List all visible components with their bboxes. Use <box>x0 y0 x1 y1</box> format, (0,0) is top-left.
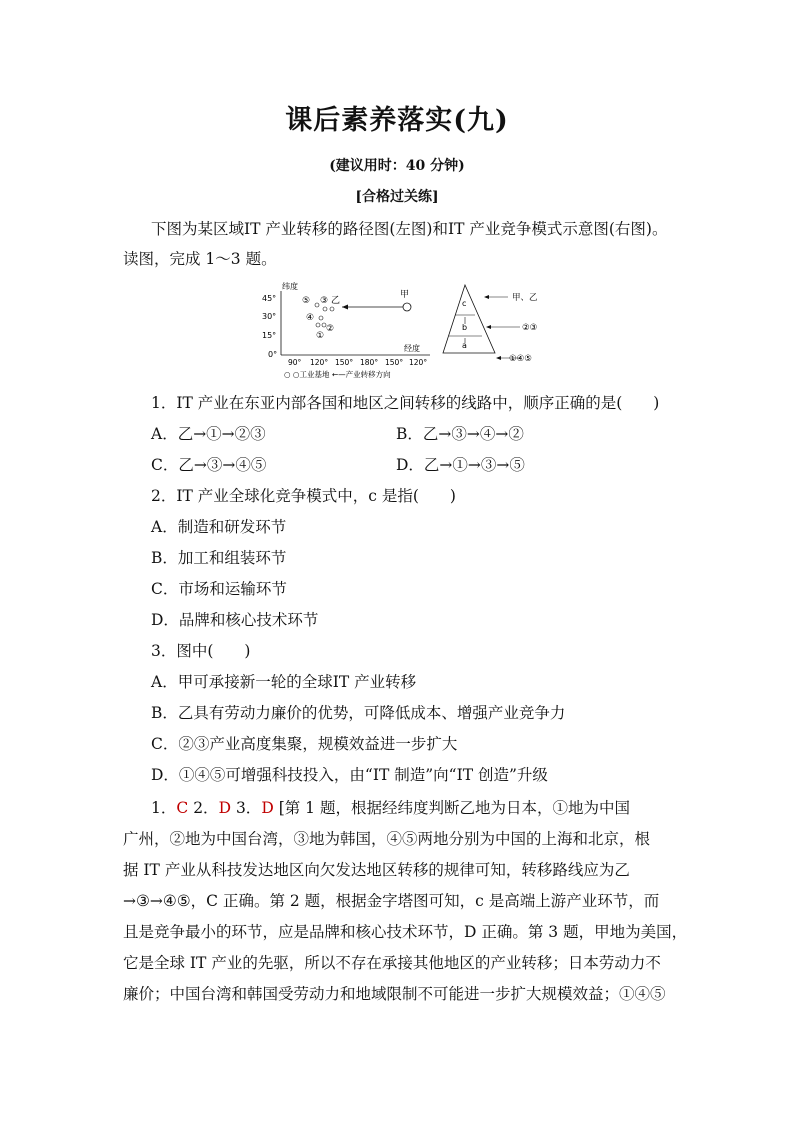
explanation-line: 它是全球 IT 产业的先驱，所以不存在承接其他地区的产业转移；日本劳动力不 <box>123 954 661 972</box>
section-heading: [合格过关练] <box>355 189 439 205</box>
answer-line-1 <box>151 798 630 818</box>
answer-3: D <box>261 799 274 817</box>
q3-option-c: C．②③产业高度集聚，规模效益进一步扩大 <box>151 735 458 753</box>
q3-option-b: B．乙具有劳动力廉价的优势，可降低成本、增强产业竞争力 <box>151 704 566 722</box>
x-tick: 180° <box>360 358 379 367</box>
point-yi: 乙 <box>331 296 341 306</box>
transfer-route-map <box>262 281 430 379</box>
arrow-head <box>496 356 501 360</box>
base-marker <box>315 303 319 307</box>
answer-1: C <box>176 799 189 817</box>
x-tick: 90° <box>288 358 302 367</box>
explanation-line: →③→④⑤，C 正确。第 2 题，根据金字塔图可知，c 是高端上游产业环节，而 <box>123 892 660 910</box>
level-b: b <box>462 323 468 332</box>
base-marker <box>330 307 334 311</box>
point-1: ① <box>316 331 325 341</box>
q2-option-b: B．加工和组装环节 <box>151 549 287 567</box>
time-hint: (建议用时：40 分钟) <box>329 158 465 174</box>
point-4: ④ <box>306 313 315 323</box>
answer-num-2: 2． <box>193 799 219 817</box>
label-c: 甲、乙 <box>512 293 538 303</box>
figure-svg <box>258 281 548 381</box>
question-1-stem: 1．IT 产业在东亚内部各国和地区之间转移的线路中，顺序正确的是( ) <box>151 394 660 412</box>
x-tick: 120° <box>409 358 428 367</box>
pyramid-outline <box>443 285 495 353</box>
q3-option-d: D．①④⑤可增强科技投入，由“IT 制造”向“IT 创造”升级 <box>151 766 548 784</box>
page-title: 课后素养落实(九) <box>285 105 509 136</box>
intro-line-1: 下图为某区域IT 产业转移的路径图(左图)和IT 产业竞争模式示意图(右图)。 <box>151 220 668 238</box>
level-a: a <box>462 341 467 350</box>
x-tick: 150° <box>335 358 354 367</box>
explanation-start: [第 1 题，根据经纬度判断乙地为日本，①地为中国 <box>278 799 630 817</box>
level-c: c <box>462 299 467 308</box>
explanation-line: 广州，②地为中国台湾，③地为韩国，④⑤两地分别为中国的上海和北京，根 <box>123 830 651 848</box>
q2-option-c: C．市场和运输环节 <box>151 580 287 598</box>
legend: ○ ○工业基地 ←—产业转移方向 <box>284 370 391 379</box>
label-a: ①④⑤ <box>509 354 532 364</box>
arrow-head <box>484 295 489 299</box>
base-marker <box>316 323 320 327</box>
label-b: ②③ <box>522 323 538 333</box>
point-jia: 甲 <box>400 290 410 300</box>
q1-option-a: A．乙→①→②③ <box>151 425 266 443</box>
answer-num-3: 3． <box>235 799 262 817</box>
arrow-head <box>342 305 348 310</box>
base-marker <box>319 316 323 320</box>
point-2: ② <box>326 324 335 334</box>
x-axis-label: 经度 <box>404 344 420 353</box>
answer-num-1: 1． <box>151 799 177 817</box>
q1-option-b: B．乙→③→④→② <box>396 425 524 443</box>
question-2-stem: 2．IT 产业全球化竞争模式中，c 是指( ) <box>151 487 456 505</box>
x-tick: 120° <box>310 358 329 367</box>
arrow-head <box>486 325 491 329</box>
y-axis-label: 纬度 <box>282 282 298 291</box>
y-tick: 30° <box>262 312 277 321</box>
y-tick: 0° <box>268 350 278 359</box>
answer-2: D <box>218 799 231 817</box>
x-tick: 150° <box>385 358 404 367</box>
competition-pyramid <box>443 285 538 364</box>
q1-option-c: C．乙→③→④⑤ <box>151 456 267 474</box>
base-jia <box>403 303 411 311</box>
explanation-line: 且是竞争最小的环节，应是品牌和核心技术环节，D 正确。第 3 题，甲地为美国， <box>123 923 688 941</box>
point-3: ③ <box>320 296 329 306</box>
y-tick: 45° <box>262 294 277 303</box>
point-5: ⑤ <box>302 296 311 306</box>
q3-option-a: A．甲可承接新一轮的全球IT 产业转移 <box>151 673 417 691</box>
y-tick: 15° <box>262 331 277 340</box>
explanation-line: 据 IT 产业从科技发达地区向欠发达地区转移的规律可知，转移路线应为乙 <box>123 861 630 879</box>
figure <box>258 281 548 385</box>
question-3-stem: 3．图中( ) <box>151 642 251 660</box>
q1-option-d: D．乙→①→③→⑤ <box>396 456 525 474</box>
intro-line-2: 读图，完成 1～3 题。 <box>123 250 277 268</box>
explanation-line: 廉价；中国台湾和韩国受劳动力和地域限制不可能进一步扩大规模效益；①④⑤ <box>123 985 666 1003</box>
base-marker <box>323 307 327 311</box>
q2-option-d: D．品牌和核心技术环节 <box>151 611 319 629</box>
q2-option-a: A．制造和研发环节 <box>151 518 287 536</box>
